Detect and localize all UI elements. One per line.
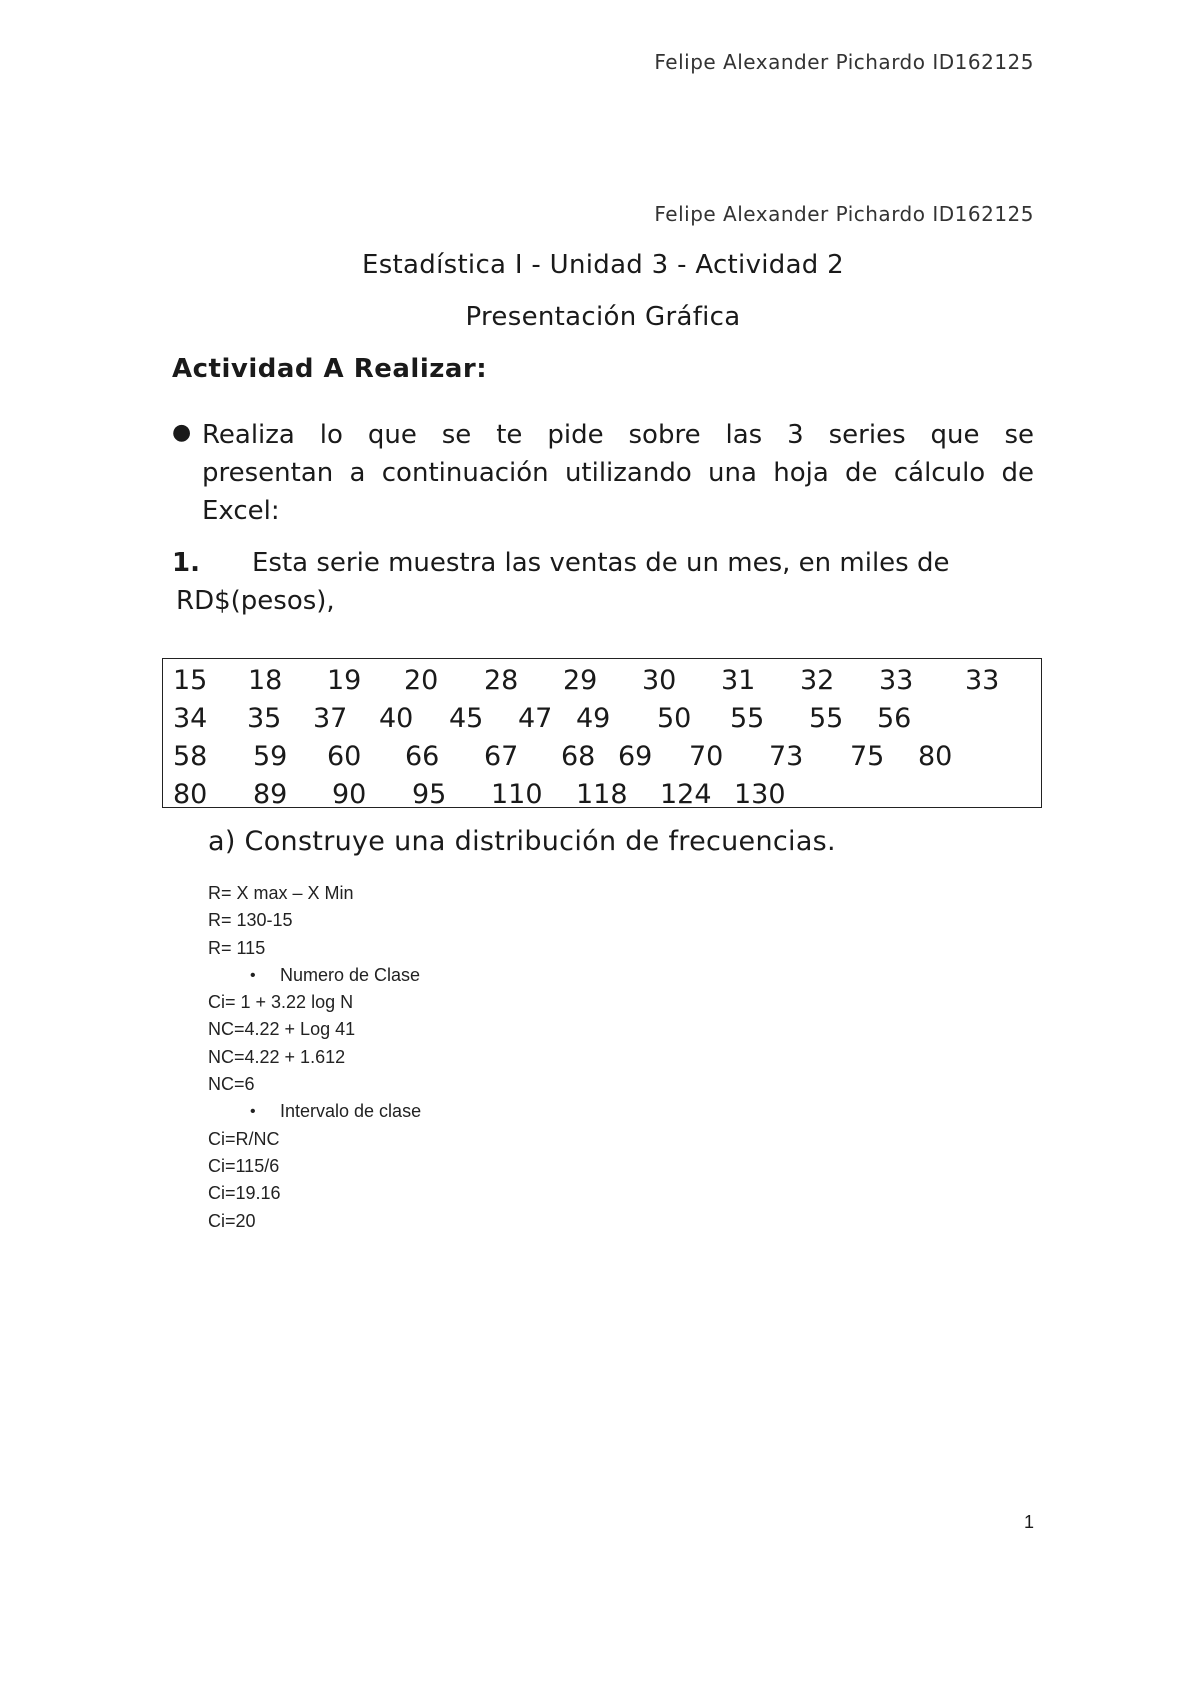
table-cell: 70: [689, 741, 724, 772]
table-cell: 59: [253, 741, 288, 772]
table-cell: 32: [800, 665, 835, 696]
author-line: Felipe Alexander Pichardo ID162125: [654, 202, 1034, 226]
table-cell: 118: [576, 779, 628, 810]
table-cell: 37: [313, 703, 348, 734]
table-cell: 18: [248, 665, 283, 696]
table-row: [173, 663, 1031, 701]
table-cell: 40: [379, 703, 414, 734]
table-cell: 30: [642, 665, 677, 696]
table-cell: 89: [253, 779, 288, 810]
calc-line: NC=4.22 + Log 41: [208, 1019, 356, 1040]
document-subtitle: Presentación Gráfica: [465, 302, 741, 332]
calc-bullet-label: Numero de Clase: [280, 964, 421, 985]
table-cell: 68: [561, 741, 596, 772]
table-cell: 19: [327, 665, 362, 696]
calculation-notes: [208, 880, 421, 1235]
table-cell: 34: [173, 703, 208, 734]
question-text: Esta serie muestra las ventas de un mes, en miles de: [252, 548, 950, 578]
table-cell: 49: [576, 703, 611, 734]
table-cell: 110: [491, 779, 543, 810]
table-cell: 50: [657, 703, 692, 734]
table-row: [173, 777, 1031, 815]
table-cell: 67: [484, 741, 519, 772]
table-cell: 60: [327, 741, 362, 772]
calc-line: Ci= 1 + 3.22 log N: [208, 992, 354, 1013]
table-row: [173, 739, 1031, 777]
table-row: [173, 701, 1031, 739]
bullet-icon: •: [250, 1103, 256, 1121]
table-cell: 15: [173, 665, 208, 696]
table-cell: 33: [879, 665, 914, 696]
table-cell: 124: [660, 779, 712, 810]
table-cell: 73: [769, 741, 804, 772]
calc-line: Ci=115/6: [208, 1155, 280, 1176]
table-cell: 80: [918, 741, 953, 772]
running-header: Felipe Alexander Pichardo ID162125: [654, 50, 1034, 74]
table-cell: 47: [518, 703, 553, 734]
table-cell: 29: [563, 665, 598, 696]
calc-line: Ci=20: [208, 1210, 256, 1231]
table-cell: 66: [405, 741, 440, 772]
table-cell: 95: [412, 779, 447, 810]
table-cell: 28: [484, 665, 519, 696]
calc-bullet-item: [208, 1098, 421, 1125]
table-cell: 55: [809, 703, 844, 734]
table-cell: 130: [734, 779, 786, 810]
calc-line: R= X max – X Min: [208, 883, 354, 903]
calc-line: NC=4.22 + 1.612: [208, 1046, 346, 1067]
instruction-item: [172, 416, 1034, 530]
table-cell: 58: [173, 741, 208, 772]
bullet-icon: ●: [172, 420, 192, 445]
document-title: Estadística I - Unidad 3 - Actividad 2: [361, 250, 845, 280]
table-cell: 20: [404, 665, 439, 696]
instruction-text: Realiza lo que se te pide sobre las 3 series que se presentan a continuación utilizando una hoja de cálculo de Excel:: [202, 420, 1034, 526]
calc-line: NC=6: [208, 1074, 255, 1095]
subquestion-a: a) Construye una distribución de frecuencias.: [208, 826, 836, 857]
table-cell: 33: [965, 665, 1000, 696]
calc-bullet-item: [208, 962, 421, 989]
table-cell: 80: [173, 779, 208, 810]
page-number: 1: [1023, 1512, 1034, 1532]
table-cell: 31: [721, 665, 756, 696]
calc-line: Ci=R/NC: [208, 1128, 280, 1149]
table-cell: 35: [247, 703, 282, 734]
calc-line: R= 130-15: [208, 910, 293, 931]
calc-line: Ci=19.16: [208, 1183, 281, 1204]
calc-bullet-label: Intervalo de clase: [280, 1101, 422, 1122]
question-1: [172, 544, 1042, 620]
table-cell: 69: [618, 741, 653, 772]
table-cell: 45: [449, 703, 484, 734]
section-heading: Actividad A Realizar:: [172, 354, 488, 384]
calc-line: R= 115: [208, 937, 266, 958]
table-cell: 55: [730, 703, 765, 734]
question-line-1: [172, 544, 1042, 582]
question-line-2: RD$(pesos),: [176, 586, 335, 616]
data-series-table: [162, 658, 1042, 808]
bullet-icon: •: [250, 966, 256, 984]
table-cell: 75: [850, 741, 885, 772]
table-cell: 90: [332, 779, 367, 810]
table-cell: 56: [877, 703, 912, 734]
question-number: 1.: [172, 548, 200, 578]
